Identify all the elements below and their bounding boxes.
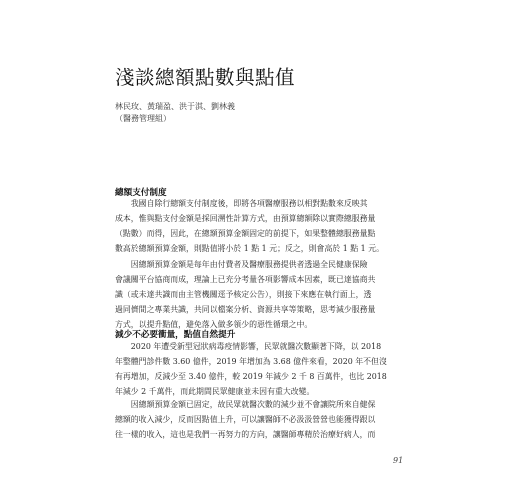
text-line: 我國自除行總額支付制度後，即將各項醫療服務以相對點數來反映其 [115,199,368,208]
paragraph [115,257,410,332]
text-line: 識（或未達共識而由主管機關逕予核定公告），則接下來應在執行面上，透 [115,290,372,299]
text-line: （點數）而得，因此，在總額預算金額固定的前提下，如果整體總服務量點 [115,229,376,238]
text-line: 因總額預算金額是每年由付費者及醫療服務提供者透過全民健康保險 [115,260,368,269]
section-heading-global-budget: 總額支付制度 [115,188,167,198]
paragraph [115,196,410,256]
text-line: 年減少 2 千萬件，而此期間民眾健康並未因有重大改變。 [115,387,315,396]
author-affiliation: （醫務管理組） [115,114,171,123]
author-block [115,101,235,125]
text-line: 數高於總額預算金額，則點值將小於 1 點 1 元；反之，則會高於 1 點 1 元。 [115,244,384,253]
paragraph [115,397,410,442]
text-line: 年整體門診件數 3.60 億件，2019 年增加為 3.68 億件來看，2020 年不但沒 [115,357,387,366]
text-line: 因總額預算金額已固定，故民眾就醫次數的減少並不會讓院所來自健保 [115,400,376,409]
text-line: 方式，以提升點值，避免落入做多領少的惡性循環之中。 [115,320,313,329]
text-line: 過同儕間之專業共識，共同以檔案分析、資源共享等策略，思考減少服務量 [115,305,376,314]
text-line: 總額的收入減少，反而因點值上升，可以讓醫師不必汲汲營營也能獲得跟以 [115,415,376,424]
page-number: 91 [393,456,404,465]
paragraph [115,339,410,399]
text-line: 往一樣的收入，這也是我們一再努力的方向，讓醫師專精於治療好病人，而 [115,430,376,439]
text-line: 有再增加，反減少至 3.40 億件，較 2019 年減少 2 千 8 百萬件，也比 2018 [115,372,387,381]
text-line: 成本，惟與點支付金額是採回溯性計算方式，由預算總額除以實際總服務量 [115,214,376,223]
section-heading-reduce-volume: 減少不必要衝量，點值自然提升 [115,330,236,340]
text-line: 2020 年遭受新型冠狀病毒疫情影響，民眾就醫次數顯著下降，以 2018 [115,342,382,351]
text-line: 會議關平台協商而成，理論上已充分考量各項影響成本因素，既已達協商共 [115,275,376,284]
article-title: 淺談總額點數與點值 [115,66,296,89]
author-names: 林民玫、黃瑞盈、洪于淇、劉林義 [115,102,235,111]
